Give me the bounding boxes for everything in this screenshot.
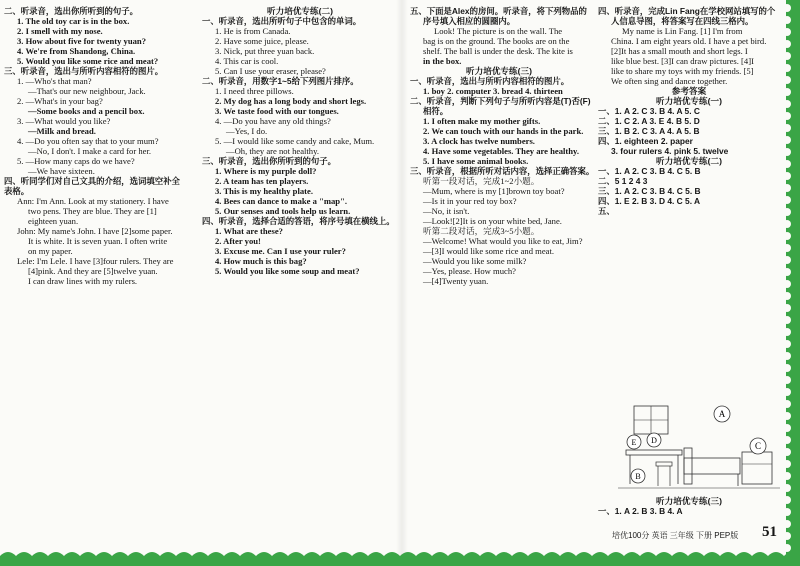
border-scallop bbox=[783, 256, 791, 264]
col4-line: 人信息导图，将答案写在四线三格内。 bbox=[611, 16, 754, 26]
col2-line: 1. He is from Canada. bbox=[215, 26, 291, 36]
green-border-right bbox=[786, 0, 800, 566]
room-label-a: A bbox=[718, 409, 726, 419]
border-scallop bbox=[783, 412, 791, 420]
border-scallop bbox=[783, 436, 791, 444]
border-scallop bbox=[783, 220, 791, 228]
col2-line: 2. Have some juice, please. bbox=[215, 36, 309, 46]
col2-line: 二、听录音，用数字1~5给下列图片排序。 bbox=[202, 76, 359, 86]
col3-line: 听第二段对话，完成3~5小题。 bbox=[423, 226, 540, 236]
column-4 bbox=[598, 6, 780, 216]
col1-line: 4. —Do you often say that to your mum? bbox=[17, 136, 159, 146]
border-scallop bbox=[783, 244, 791, 252]
col4-line: 三、1. B 2. C 3. A 4. A 5. B bbox=[598, 126, 700, 136]
border-scallop bbox=[783, 232, 791, 240]
col4-line: 四、听录音，完成Lin Fang在学校网站填写的个 bbox=[598, 6, 776, 16]
col4-line: 三、1. A 2. C 3. B 4. C 5. B bbox=[598, 186, 701, 196]
col4-line: 四、1. E 2. B 3. D 4. C 5. A bbox=[598, 196, 701, 206]
col1-line: —Milk and bread. bbox=[28, 126, 96, 136]
border-scallop bbox=[783, 148, 791, 156]
col2-line: 1. What are these? bbox=[215, 226, 283, 236]
column-2 bbox=[202, 6, 398, 276]
col1-line: 1. The old toy car is in the box. bbox=[17, 16, 130, 26]
col3-line: 5. I have some animal books. bbox=[423, 156, 529, 166]
border-scallop bbox=[783, 376, 791, 384]
col3-line: 听力培优专练(三) bbox=[466, 66, 532, 76]
col2-line: 1. Where is my purple doll? bbox=[215, 166, 317, 176]
border-scallop bbox=[783, 292, 791, 300]
col1-line: —We have sixteen. bbox=[28, 166, 95, 176]
border-scallop bbox=[783, 472, 791, 480]
col3-line: Look! The picture is on the wall. The bbox=[434, 26, 563, 36]
col2-line: 三、听录音，选出你所听到的句子。 bbox=[202, 156, 336, 166]
col1-line: 1. —Who's that man? bbox=[17, 76, 92, 86]
col4-line: My name is Lin Fang. [1] I'm from bbox=[622, 26, 743, 36]
col1-line: two pens. They are blue. They are [1] bbox=[28, 206, 157, 216]
col3-line: —Mum, where is my [1]brown toy boat? bbox=[423, 186, 565, 196]
col3-line: —[4]Twenty yuan. bbox=[423, 276, 489, 286]
border-scallop bbox=[783, 316, 791, 324]
border-scallop bbox=[783, 520, 791, 528]
col2-line: 5. Can I use your eraser, please? bbox=[215, 66, 326, 76]
col4-line: like to share my toys with my friends. [5] bbox=[611, 66, 754, 76]
col1-line: 2. I smell with my nose. bbox=[17, 26, 103, 36]
col1-line: —That's our new neighbour, Jack. bbox=[28, 86, 146, 96]
col3-line: 序号填入相应的圆圈内。 bbox=[423, 16, 516, 26]
col3-line: 2. We can touch with our hands in the park. bbox=[423, 126, 584, 136]
border-scallop bbox=[783, 352, 791, 360]
col2-line: 4. Bees can dance to make a "map". bbox=[215, 196, 347, 206]
col3-line: —[3]I would like some rice and meat. bbox=[423, 246, 555, 256]
border-scallop bbox=[783, 400, 791, 408]
col2-line: 1. I need three pillows. bbox=[215, 86, 294, 96]
col4-line: We often sing and dance together. bbox=[611, 76, 728, 86]
border-scallop bbox=[783, 364, 791, 372]
col1-line: 2. —What's in your bag? bbox=[17, 96, 103, 106]
border-scallop bbox=[783, 52, 791, 60]
col1-line: [4]pink. And they are [5]twelve yuan. bbox=[28, 266, 158, 276]
border-scallop bbox=[783, 28, 791, 36]
border-scallop bbox=[783, 76, 791, 84]
page-number: 51 bbox=[762, 524, 777, 540]
col2-line: 2. After you! bbox=[215, 236, 261, 246]
col2-line: —Oh, they are not healthy. bbox=[226, 146, 319, 156]
col1-line: —Some books and a pencil box. bbox=[28, 106, 145, 116]
col2-line: 3. Excuse me. Can I use your ruler? bbox=[215, 246, 346, 256]
col4-line: 四、1. eighteen 2. paper bbox=[598, 136, 693, 146]
col3-line: —No, it isn't. bbox=[423, 206, 470, 216]
col4-line: [2]It has a small mouth and short legs. I bbox=[611, 46, 748, 56]
col4-line: 听力培优专练(二) bbox=[656, 156, 722, 166]
col3-line: —Yes, please. How much? bbox=[423, 266, 516, 276]
col1-line: Lele: I'm Lele. I have [3]four rulers. They are bbox=[17, 256, 174, 266]
col1-line: 四、听同学们对自己文具的介绍，选词填空补全 bbox=[4, 176, 180, 186]
border-scallop bbox=[783, 268, 791, 276]
green-border-bottom bbox=[0, 548, 800, 566]
col3-line: —Would you like some milk? bbox=[423, 256, 527, 266]
room-label-b: B bbox=[635, 472, 641, 481]
col2-line: 3. Nick, put three yuan back. bbox=[215, 46, 315, 56]
col1-line: 表格。 bbox=[4, 186, 30, 196]
col1-line: 3. How about five for twenty yuan? bbox=[17, 36, 146, 46]
col4-line: 3. four rulers 4. pink 5. twelve bbox=[611, 146, 729, 156]
border-scallop bbox=[783, 136, 791, 144]
col4-line: China. I am eight years old. I have a pet bird. bbox=[611, 36, 767, 46]
col2-line: 3. We taste food with our tongues. bbox=[215, 106, 339, 116]
col1-line: 二、听录音，选出你所听到的句子。 bbox=[4, 6, 138, 16]
col2-line: 5. Our senses and tools help us learn. bbox=[215, 206, 351, 216]
col4-line: 一、1. A 2. C 3. B 4. A 5. C bbox=[598, 106, 700, 116]
col3-line: —Look![2]It is on your white bed, Jane. bbox=[423, 216, 562, 226]
col2-line: 4. —Do you have any old things? bbox=[215, 116, 331, 126]
col4-line: 五、 bbox=[598, 206, 615, 216]
border-scallop bbox=[783, 88, 791, 96]
border-scallop bbox=[783, 388, 791, 396]
col2-line: 5. —I would like some candy and cake, Mum. bbox=[215, 136, 375, 146]
border-scallop bbox=[783, 208, 791, 216]
col3-line: —Welcome! What would you like to eat, Jim? bbox=[423, 236, 583, 246]
border-scallop bbox=[783, 340, 791, 348]
border-scallop bbox=[783, 196, 791, 204]
col2-line: 四、听录音，选择合适的答语，将序号填在横线上。 bbox=[202, 216, 395, 226]
col1-line: 5. —How many caps do we have? bbox=[17, 156, 135, 166]
border-scallop bbox=[783, 112, 791, 120]
col3-line: in the box. bbox=[423, 56, 462, 66]
col1-line: 5. Would you like some rice and meat? bbox=[17, 56, 159, 66]
border-scallop bbox=[783, 40, 791, 48]
col3-line: —Is it in your red toy box? bbox=[423, 196, 517, 206]
border-scallop bbox=[783, 124, 791, 132]
border-scallop bbox=[783, 424, 791, 432]
border-scallop bbox=[783, 328, 791, 336]
col4-tail-line: 一、1. A 2. B 3. B 4. A bbox=[598, 506, 683, 516]
border-scallop bbox=[783, 484, 791, 492]
border-scallop bbox=[783, 4, 791, 12]
room-label-c: C bbox=[754, 441, 762, 451]
column-1 bbox=[4, 6, 190, 286]
border-scallop bbox=[783, 496, 791, 504]
column-3 bbox=[410, 6, 595, 286]
col1-line: It is white. It is seven yuan. I often write bbox=[28, 236, 168, 246]
col3-line: 4. Have some vegetables. They are healthy. bbox=[423, 146, 580, 156]
col3-line: 相符。 bbox=[423, 106, 449, 116]
col2-line: 4. How much is this bag? bbox=[215, 256, 307, 266]
col1-line: 三、听录音，选出与所听内容相符的图片。 bbox=[4, 66, 164, 76]
col1-line: I can draw lines with my rulers. bbox=[28, 276, 138, 286]
col3-line: 一、听录音，选出与所听内容相符的图片。 bbox=[410, 76, 570, 86]
col2-line: 听力培优专练(二) bbox=[267, 6, 333, 16]
col1-line: 3. —What would you like? bbox=[17, 116, 111, 126]
border-scallop bbox=[783, 460, 791, 468]
col3-line: 五、下面是Alex的房间。听录音，将下列物品的 bbox=[410, 6, 587, 16]
border-scallop bbox=[783, 160, 791, 168]
col4-line: 二、5 1 2 4 3 bbox=[598, 176, 648, 186]
col1-line: 4. We're from Shandong, China. bbox=[17, 46, 136, 56]
border-scallop bbox=[783, 304, 791, 312]
col2-line: 2. My dog has a long body and short legs. bbox=[215, 96, 367, 106]
col1-line: on my paper. bbox=[28, 246, 73, 256]
col1-line: eighteen yuan. bbox=[28, 216, 79, 226]
col4-line: 二、1. C 2. A 3. E 4. B 5. D bbox=[598, 116, 700, 126]
border-scallop bbox=[783, 280, 791, 288]
col3-line: shelf. The ball is under the desk. The kite is bbox=[423, 46, 573, 56]
col1-line: —No, I don't. I make a card for her. bbox=[28, 146, 152, 156]
col3-line: 1. I often make my mother gifts. bbox=[423, 116, 541, 126]
col3-line: 1. boy 2. computer 3. bread 4. thirteen bbox=[423, 86, 563, 96]
page-footer: 培优100分 英语 三年级 下册 PEP版 bbox=[612, 531, 739, 540]
col3-line: 3. A clock has twelve numbers. bbox=[423, 136, 535, 146]
border-scallop bbox=[783, 184, 791, 192]
col2-line: 2. A team has ten players. bbox=[215, 176, 309, 186]
col4-tail-line: 听力培优专练(三) bbox=[656, 496, 722, 506]
border-scallop bbox=[783, 532, 791, 540]
border-scallop bbox=[783, 172, 791, 180]
room-illustration bbox=[618, 400, 780, 504]
col2-line: 4. This car is cool. bbox=[215, 56, 279, 66]
border-scallop bbox=[783, 100, 791, 108]
col3-line: bag is on the ground. The books are on the bbox=[423, 36, 570, 46]
col2-line: 5. Would you like some soup and meat? bbox=[215, 266, 360, 276]
col4-line: like blue best. [3]I can draw pictures. [4]I bbox=[611, 56, 754, 66]
col4-line: 参考答案 bbox=[671, 86, 707, 96]
col4-line: 一、1. A 2. C 3. B 4. C 5. B bbox=[598, 166, 701, 176]
border-scallop bbox=[783, 448, 791, 456]
room-label-d: D bbox=[651, 436, 657, 445]
column-4-tail bbox=[598, 496, 780, 516]
col1-line: Ann: I'm Ann. Look at my stationery. I have bbox=[17, 196, 169, 206]
col3-line: 三、听录音，根据所听对话内容，选择正确答案。 bbox=[410, 166, 595, 176]
border-scallop bbox=[783, 16, 791, 24]
col2-line: —Yes, I do. bbox=[226, 126, 268, 136]
border-scallop bbox=[783, 64, 791, 72]
col2-line: 3. This is my healthy plate. bbox=[215, 186, 313, 196]
col2-line: 一、听录音，选出所听句子中包含的单词。 bbox=[202, 16, 362, 26]
col1-line: John: My name's John. I have [2]some paper. bbox=[17, 226, 173, 236]
border-scallop bbox=[783, 508, 791, 516]
col3-line: 二、听录音，判断下列句子与所听内容是(T)否(F) bbox=[410, 96, 591, 106]
col4-line: 听力培优专练(一) bbox=[656, 96, 722, 106]
col3-line: 听第一段对话，完成1~2小题。 bbox=[423, 176, 540, 186]
room-label-e: E bbox=[631, 438, 637, 447]
